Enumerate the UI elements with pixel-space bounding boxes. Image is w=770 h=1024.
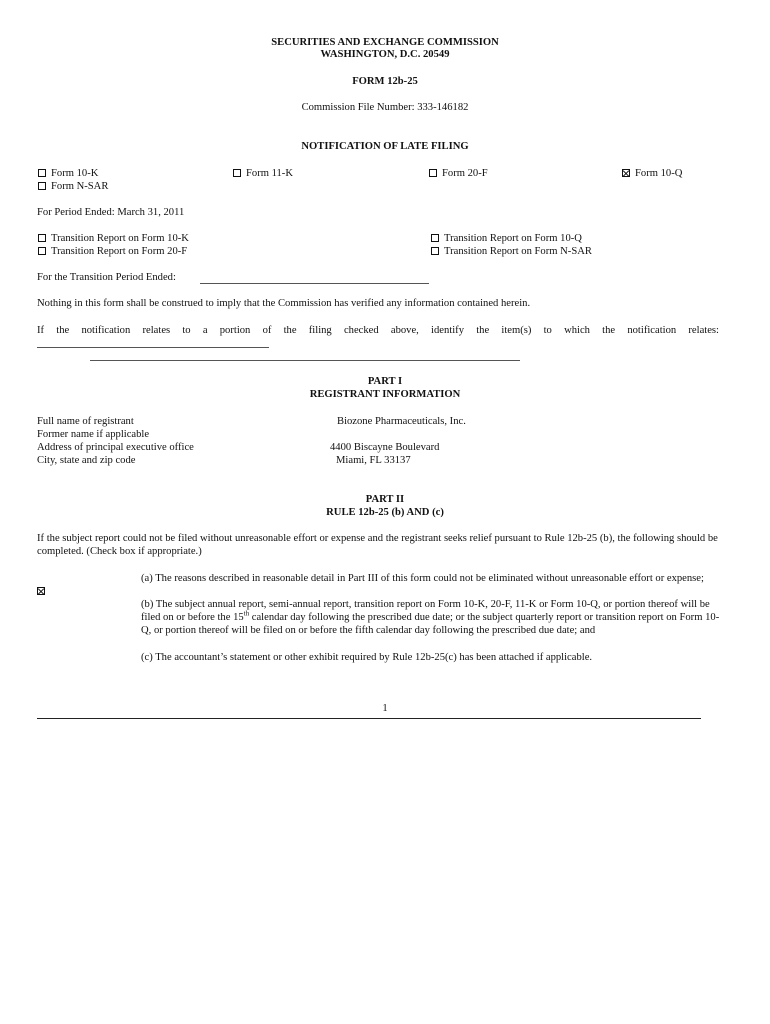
form-title: FORM 12b-25 xyxy=(352,76,418,87)
registrant-name-label: Full name of registrant xyxy=(37,416,134,427)
form-type-10k[interactable] xyxy=(38,167,98,180)
rule-item-a: (a) The reasons described in reasonable detail in Part III of this form could not be eliminated without unreasonable effort or expense; xyxy=(141,573,704,584)
page-number: 1 xyxy=(382,703,388,714)
form-type-nsar[interactable] xyxy=(38,180,108,193)
agency-location: WASHINGTON, D.C. 20549 xyxy=(320,49,450,60)
notification-title: NOTIFICATION OF LATE FILING xyxy=(301,141,469,152)
portion-notice: If the notification relates to a portion of the filing checked above, identify the item(s) to which the notification relates: xyxy=(37,325,719,336)
transition-label: Transition Report on Form N-SAR xyxy=(444,246,592,257)
form-type-20f[interactable] xyxy=(429,167,488,180)
rule-item-b xyxy=(141,598,726,637)
checkbox-icon[interactable] xyxy=(38,234,46,242)
checkbox-icon[interactable] xyxy=(429,169,437,177)
transition-10q[interactable] xyxy=(431,232,582,245)
transition-20f[interactable] xyxy=(38,245,187,258)
rule-item-b-superscript: th xyxy=(243,609,250,618)
checked-checkbox-icon[interactable] xyxy=(622,169,630,177)
commission-file-number: Commission File Number: 333-146182 xyxy=(301,102,469,113)
city-state-zip-label: City, state and zip code xyxy=(37,455,136,466)
rule-12b25-checkbox[interactable] xyxy=(37,585,50,598)
rule-item-c: (c) The accountant’s statement or other exhibit required by Rule 12b-25(c) has been attached if applicable. xyxy=(141,652,593,663)
portion-blank-2[interactable] xyxy=(90,360,520,361)
period-ended: For Period Ended: March 31, 2011 xyxy=(37,207,185,218)
checkbox-icon[interactable] xyxy=(233,169,241,177)
transition-period-blank[interactable] xyxy=(200,283,429,284)
checkbox-icon[interactable] xyxy=(38,247,46,255)
checkbox-icon[interactable] xyxy=(431,247,439,255)
form-type-11k[interactable] xyxy=(233,167,293,180)
checkbox-icon[interactable] xyxy=(431,234,439,242)
transition-label: Transition Report on Form 10-K xyxy=(51,233,189,244)
transition-period-label: For the Transition Period Ended: xyxy=(37,272,176,283)
checkbox-icon[interactable] xyxy=(38,182,46,190)
agency-name: SECURITIES AND EXCHANGE COMMISSION xyxy=(271,37,499,48)
rule-item-b-text-continued: calendar day following the prescribed due date; or the subject quarterly report or transition report on Form 10-Q, or portion thereof will be filed on or before the fifth calendar day following the prescribed due date; and xyxy=(141,612,720,636)
transition-nsar[interactable] xyxy=(431,245,592,258)
portion-blank-1[interactable] xyxy=(37,347,269,348)
transition-label: Transition Report on Form 10-Q xyxy=(444,233,582,244)
form-type-label: Form 20-F xyxy=(442,168,488,179)
former-name-label: Former name if applicable xyxy=(37,429,150,440)
address-label: Address of principal executive office xyxy=(37,442,194,453)
form-type-label: Form 11-K xyxy=(246,168,293,179)
checkbox-icon[interactable] xyxy=(38,169,46,177)
transition-10k[interactable] xyxy=(38,232,189,245)
city-state-zip-value: Miami, FL 33137 xyxy=(336,455,411,466)
disclaimer: Nothing in this form shall be construed to imply that the Commission has verified any information contained herein. xyxy=(37,298,531,309)
part1-subheading: REGISTRANT INFORMATION xyxy=(309,389,461,400)
part2-heading: PART II xyxy=(365,494,405,505)
form-type-label: Form 10-K xyxy=(51,168,99,179)
checked-checkbox-icon[interactable] xyxy=(37,587,45,595)
part2-subheading: RULE 12b-25 (b) AND (c) xyxy=(326,507,444,518)
address-value: 4400 Biscayne Boulevard xyxy=(330,442,440,453)
rule-item-b-text: (b) The subject annual report, semi-annual report, transition report on Form 10-K, 20-F, 11-K or Form 10-Q, or portion thereof will be filed on or before the 15 xyxy=(141,599,710,623)
footer-rule xyxy=(37,718,701,719)
part2-intro: If the subject report could not be filed without unreasonable effort or expense and the registrant seeks relief pursuant to Rule 12b-25 (b), the following should be completed. (Check box if appropriate.) xyxy=(37,533,718,557)
registrant-name-value: Biozone Pharmaceuticals, Inc. xyxy=(337,416,466,427)
transition-label: Transition Report on Form 20-F xyxy=(51,246,188,257)
form-type-label: Form 10-Q xyxy=(635,168,683,179)
part1-heading: PART I xyxy=(367,376,403,387)
form-type-label: Form N-SAR xyxy=(51,181,109,192)
form-type-10q[interactable] xyxy=(622,167,682,180)
